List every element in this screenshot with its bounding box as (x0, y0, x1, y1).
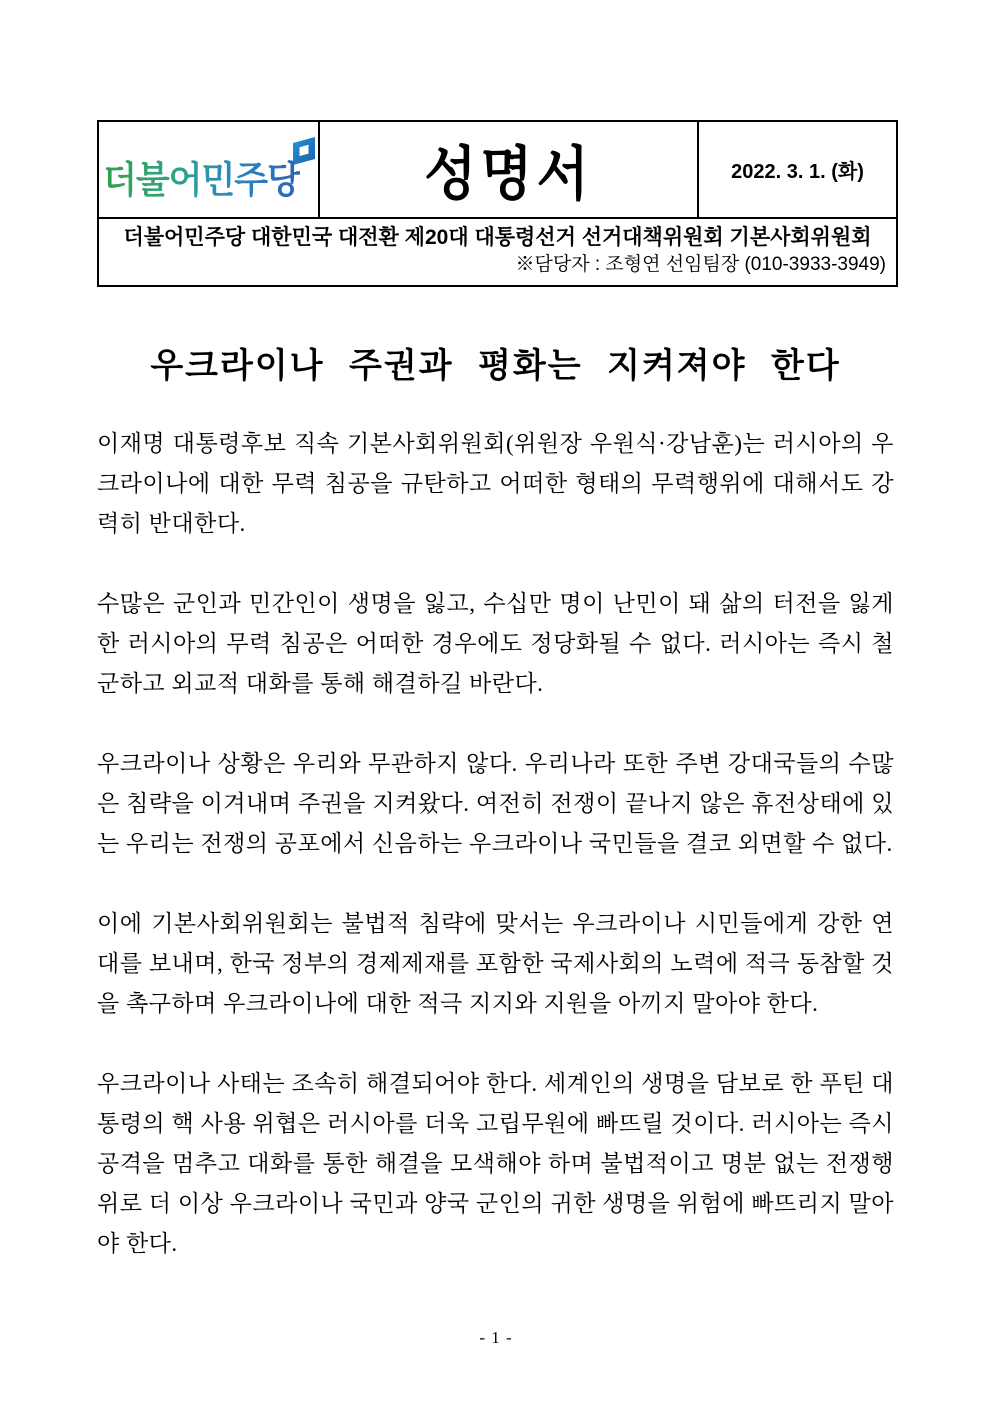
paragraph-4: 이에 기본사회위원회는 불법적 침략에 맞서는 우크라이나 시민들에게 강한 연대를 보내며, 한국 정부의 경제제재를 포함한 국제사회의 노력에 적극 동참할 것을 촉구하며 우크라이나에 대한 적극 지지와 지원을 아끼지 말아야 한다. (97, 911, 894, 1016)
header-row-top (99, 122, 896, 219)
paragraph-2: 수많은 군인과 민간인이 생명을 잃고, 수십만 명이 난민이 돼 삶의 터전을 잃게 한 러시아의 무력 침공은 어떠한 경우에도 정당화될 수 없다. 러시아는 즉시 철군하고 외교적 대화를 통해 해결하길 바란다. (97, 591, 894, 696)
contact-line: ※담당자 : 조형연 선임팀장 (010-3933-3949) (515, 254, 886, 275)
date-cell (699, 122, 896, 217)
doc-type-cell (320, 122, 699, 217)
header-table (97, 120, 898, 287)
party-name-label: 더불어민주당 (103, 151, 300, 204)
doc-type-label: 성명서 (424, 141, 593, 207)
committee-line: 더불어민주당 대한민국 대전환 제20대 대통령선거 선거대책위원회 기본사회위원회 (123, 226, 872, 249)
statement-title: 우크라이나 주권과 평화는 지켜져야 한다 (150, 348, 841, 385)
page-number: - 1 - (479, 1328, 513, 1347)
paragraph-1: 이재명 대통령후보 직속 기본사회위원회(위원장 우원식·강남훈)는 러시아의 우크라이나에 대한 무력 침공을 규탄하고 어떠한 형태의 무력행위에 대해서도 강력히 반대한다. (97, 431, 894, 536)
header-row-bottom (99, 219, 896, 285)
party-logo-cell (99, 122, 320, 217)
paragraph-3: 우크라이나 상황은 우리와 무관하지 않다. 우리나라 또한 주변 강대국들의 수많은 침략을 이겨내며 주권을 지켜왔다. 여전히 전쟁이 끝나지 않은 휴전상태에 있는 우리는 전쟁의 공포에서 신음하는 우크라이나 국민들을 결코 외면할 수 없다. (97, 751, 894, 856)
party-logo (103, 137, 314, 203)
statement-body (97, 424, 894, 1304)
date-label: 2022. 3. 1. (화) (731, 161, 864, 183)
paragraph-5: 우크라이나 사태는 조속히 해결되어야 한다. 세계인의 생명을 담보로 한 푸틴 대통령의 핵 사용 위협은 러시아를 더욱 고립무원에 빠뜨릴 것이다. 러시아는 즉시 공격을 멈추고 대화를 통한 해결을 모색해야 하며 불법적이고 명분 없는 전쟁행위로 더 이상 우크라이나 국민과 양국 군인의 귀한 생명을 위험에 빠뜨리지 말아야 한다. (97, 1071, 894, 1256)
